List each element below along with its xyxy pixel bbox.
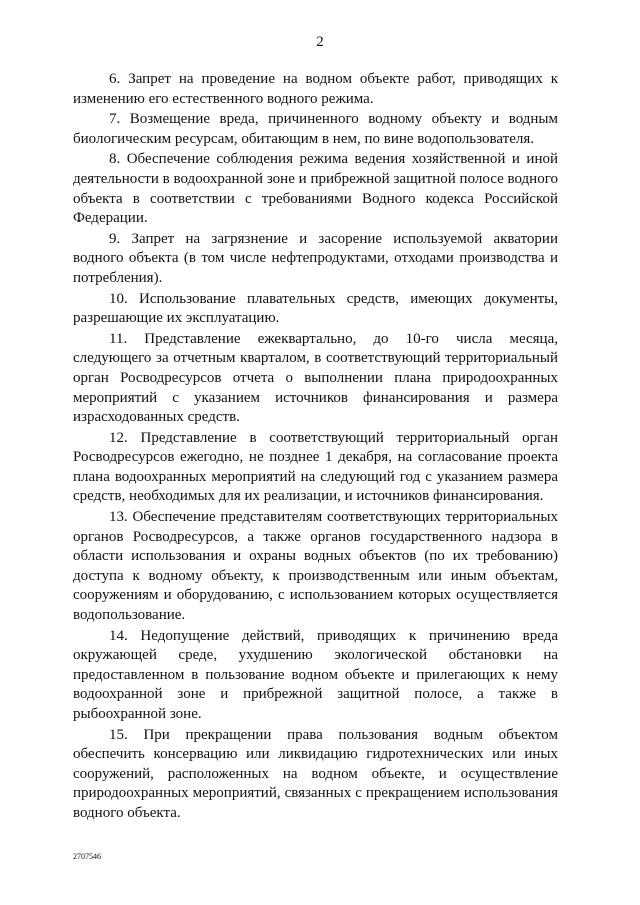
paragraph-15: 15. При прекращении права пользования водным объектом обеспечить консервацию или ликвидацию гидротехнических или иных сооружений, расположенных на водном объекте, и осуществление природоохранных мероприятий, связанных с прекращением использования водного объекта. [73,726,558,821]
document-code: 2707546 [73,852,101,861]
paragraph-14: 14. Недопущение действий, приводящих к причинению вреда окружающей среде, ухудшению экологической обстановки на предоставленном в пользование водном объекте и прилегающих к нему водоохранной зоне и прибрежной защитной полосе, а также в рыбоохранной зоне. [73,627,558,722]
page-number: 2 [316,34,324,50]
paragraph-9: 9. Запрет на загрязнение и засорение используемой акватории водного объекта (в том числе нефтепродуктами, отходами производства и потребления). [73,230,558,286]
paragraph-11: 11. Представление ежеквартально, до 10-го числа месяца, следующего за отчетным кварталом, в соответствующий территориальный орган Росводресурсов отчета о выполнении плана природоохранных мероприятий с указанием источников финансирования и размера израсходованных средств. [73,330,558,426]
paragraph-10: 10. Использование плавательных средств, имеющих документы, разрешающие их эксплуатацию. [73,290,558,327]
paragraph-6: 6. Запрет на проведение на водном объекте работ, приводящих к изменению его естественного водного режима. [73,71,558,107]
document-body [73,70,558,825]
paragraph-7: 7. Возмещение вреда, причиненного водному объекту и водным биологическим ресурсам, обитающим в нем, по вине водопользователя. [73,111,558,147]
paragraph-12: 12. Представление в соответствующий территориальный орган Росводресурсов ежегодно, не позднее 1 декабря, на согласование проекта плана водоохранных мероприятий на следующий год с указанием размера средств, необходимых для их реализации, и источников финансирования. [73,429,558,505]
paragraph-8: 8. Обеспечение соблюдения режима ведения хозяйственной и иной деятельности в водоохранной зоне и прибрежной защитной полосе водного объекта в соответствии с требованиями Водного кодекса Российской Федерации. [73,151,558,227]
paragraph-13: 13. Обеспечение представителям соответствующих территориальных органов Росводресурсов, а также органов государственного надзора в области использования и охраны водных объектов (по их требованию) доступа к водному объекту, к производственным или иным объектам, сооружениям и оборудованию, с использованием которых осуществляется водопользование. [73,509,558,624]
